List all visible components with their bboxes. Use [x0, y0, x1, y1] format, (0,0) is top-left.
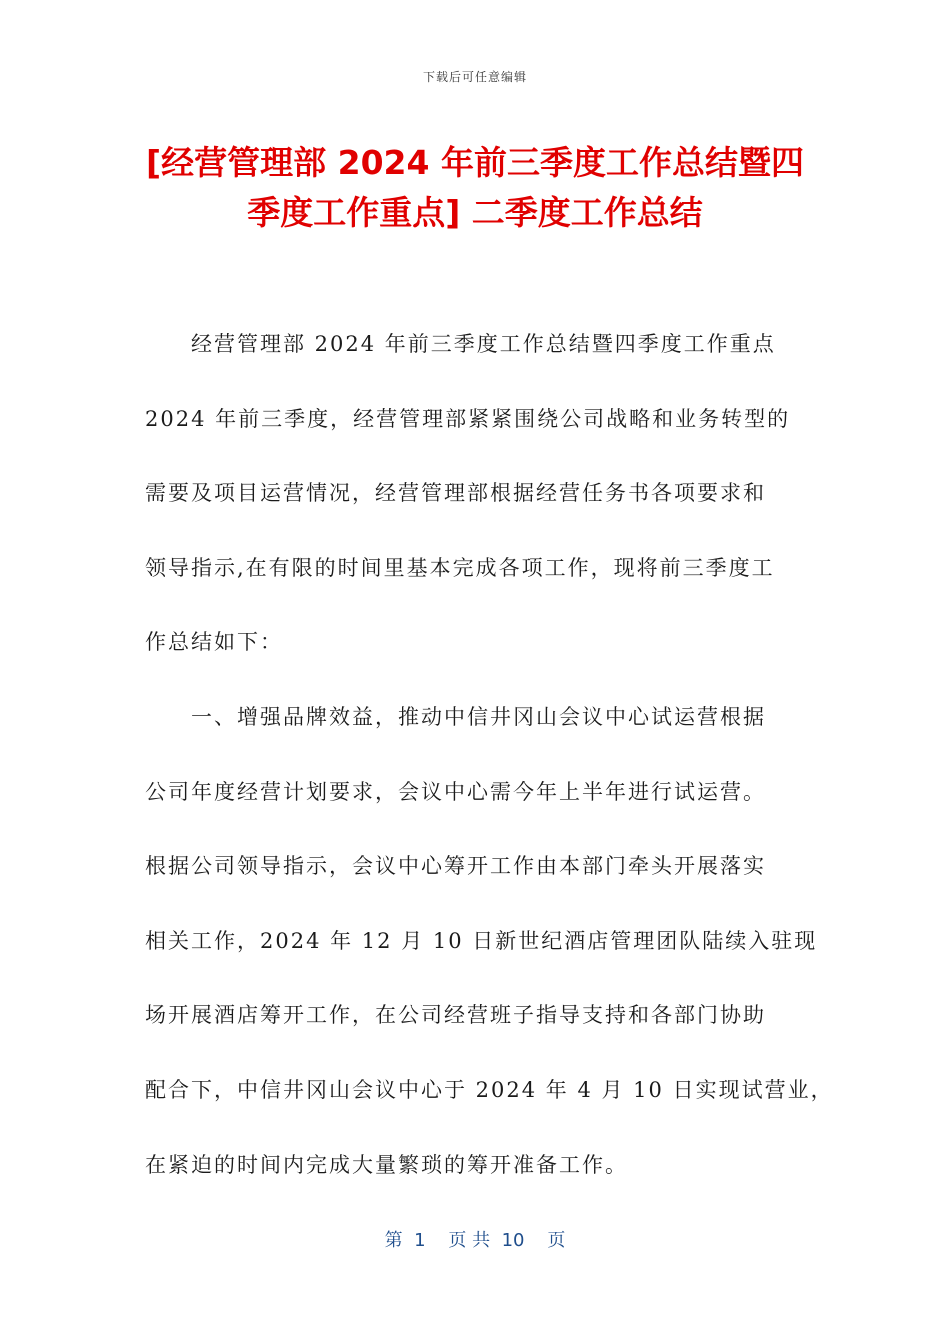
title-line-2: 季度工作重点] 二季度工作总结 [247, 193, 703, 232]
title-line-1: [经营管理部 2024 年前三季度工作总结暨四 [146, 143, 804, 182]
body-line: 领导指示,在有限的时间里基本完成各项工作，现将前三季度工 [145, 555, 775, 580]
body-line: 经营管理部 2024 年前三季度工作总结暨四季度工作重点 [191, 332, 776, 356]
body-line: 配合下，中信井冈山会议中心于 2024 年 4 月 10 日实现试营业， [145, 1077, 834, 1102]
body-line: 根据公司领导指示，会议中心筹开工作由本部门牵头开展落实 [145, 854, 766, 879]
document-body [145, 322, 834, 1217]
body-line: 相关工作，2024 年 12 月 10 日新世纪酒店管理团队陆续入驻现 [145, 928, 818, 953]
body-line: 场开展酒店筹开工作，在公司经营班子指导支持和各部门协助 [145, 1003, 766, 1028]
document-title [120, 138, 830, 238]
body-line: 在紧迫的时间内完成大量繁琐的筹开准备工作。 [145, 1152, 628, 1177]
header-note: 下载后可任意编辑 [422, 70, 527, 84]
body-line: 需要及项目运营情况，经营管理部根据经营任务书各项要求和 [145, 481, 766, 506]
body-line: 作总结如下： [145, 630, 283, 655]
body-line: 一、增强品牌效益，推动中信井冈山会议中心试运营根据 [191, 704, 766, 729]
page-number-footer: 第 1 页 共 10 页 [384, 1230, 566, 1251]
body-line: 公司年度经营计划要求，会议中心需今年上半年进行试运营。 [145, 779, 766, 804]
body-line: 2024 年前三季度，经营管理部紧紧围绕公司战略和业务转型的 [145, 406, 791, 431]
